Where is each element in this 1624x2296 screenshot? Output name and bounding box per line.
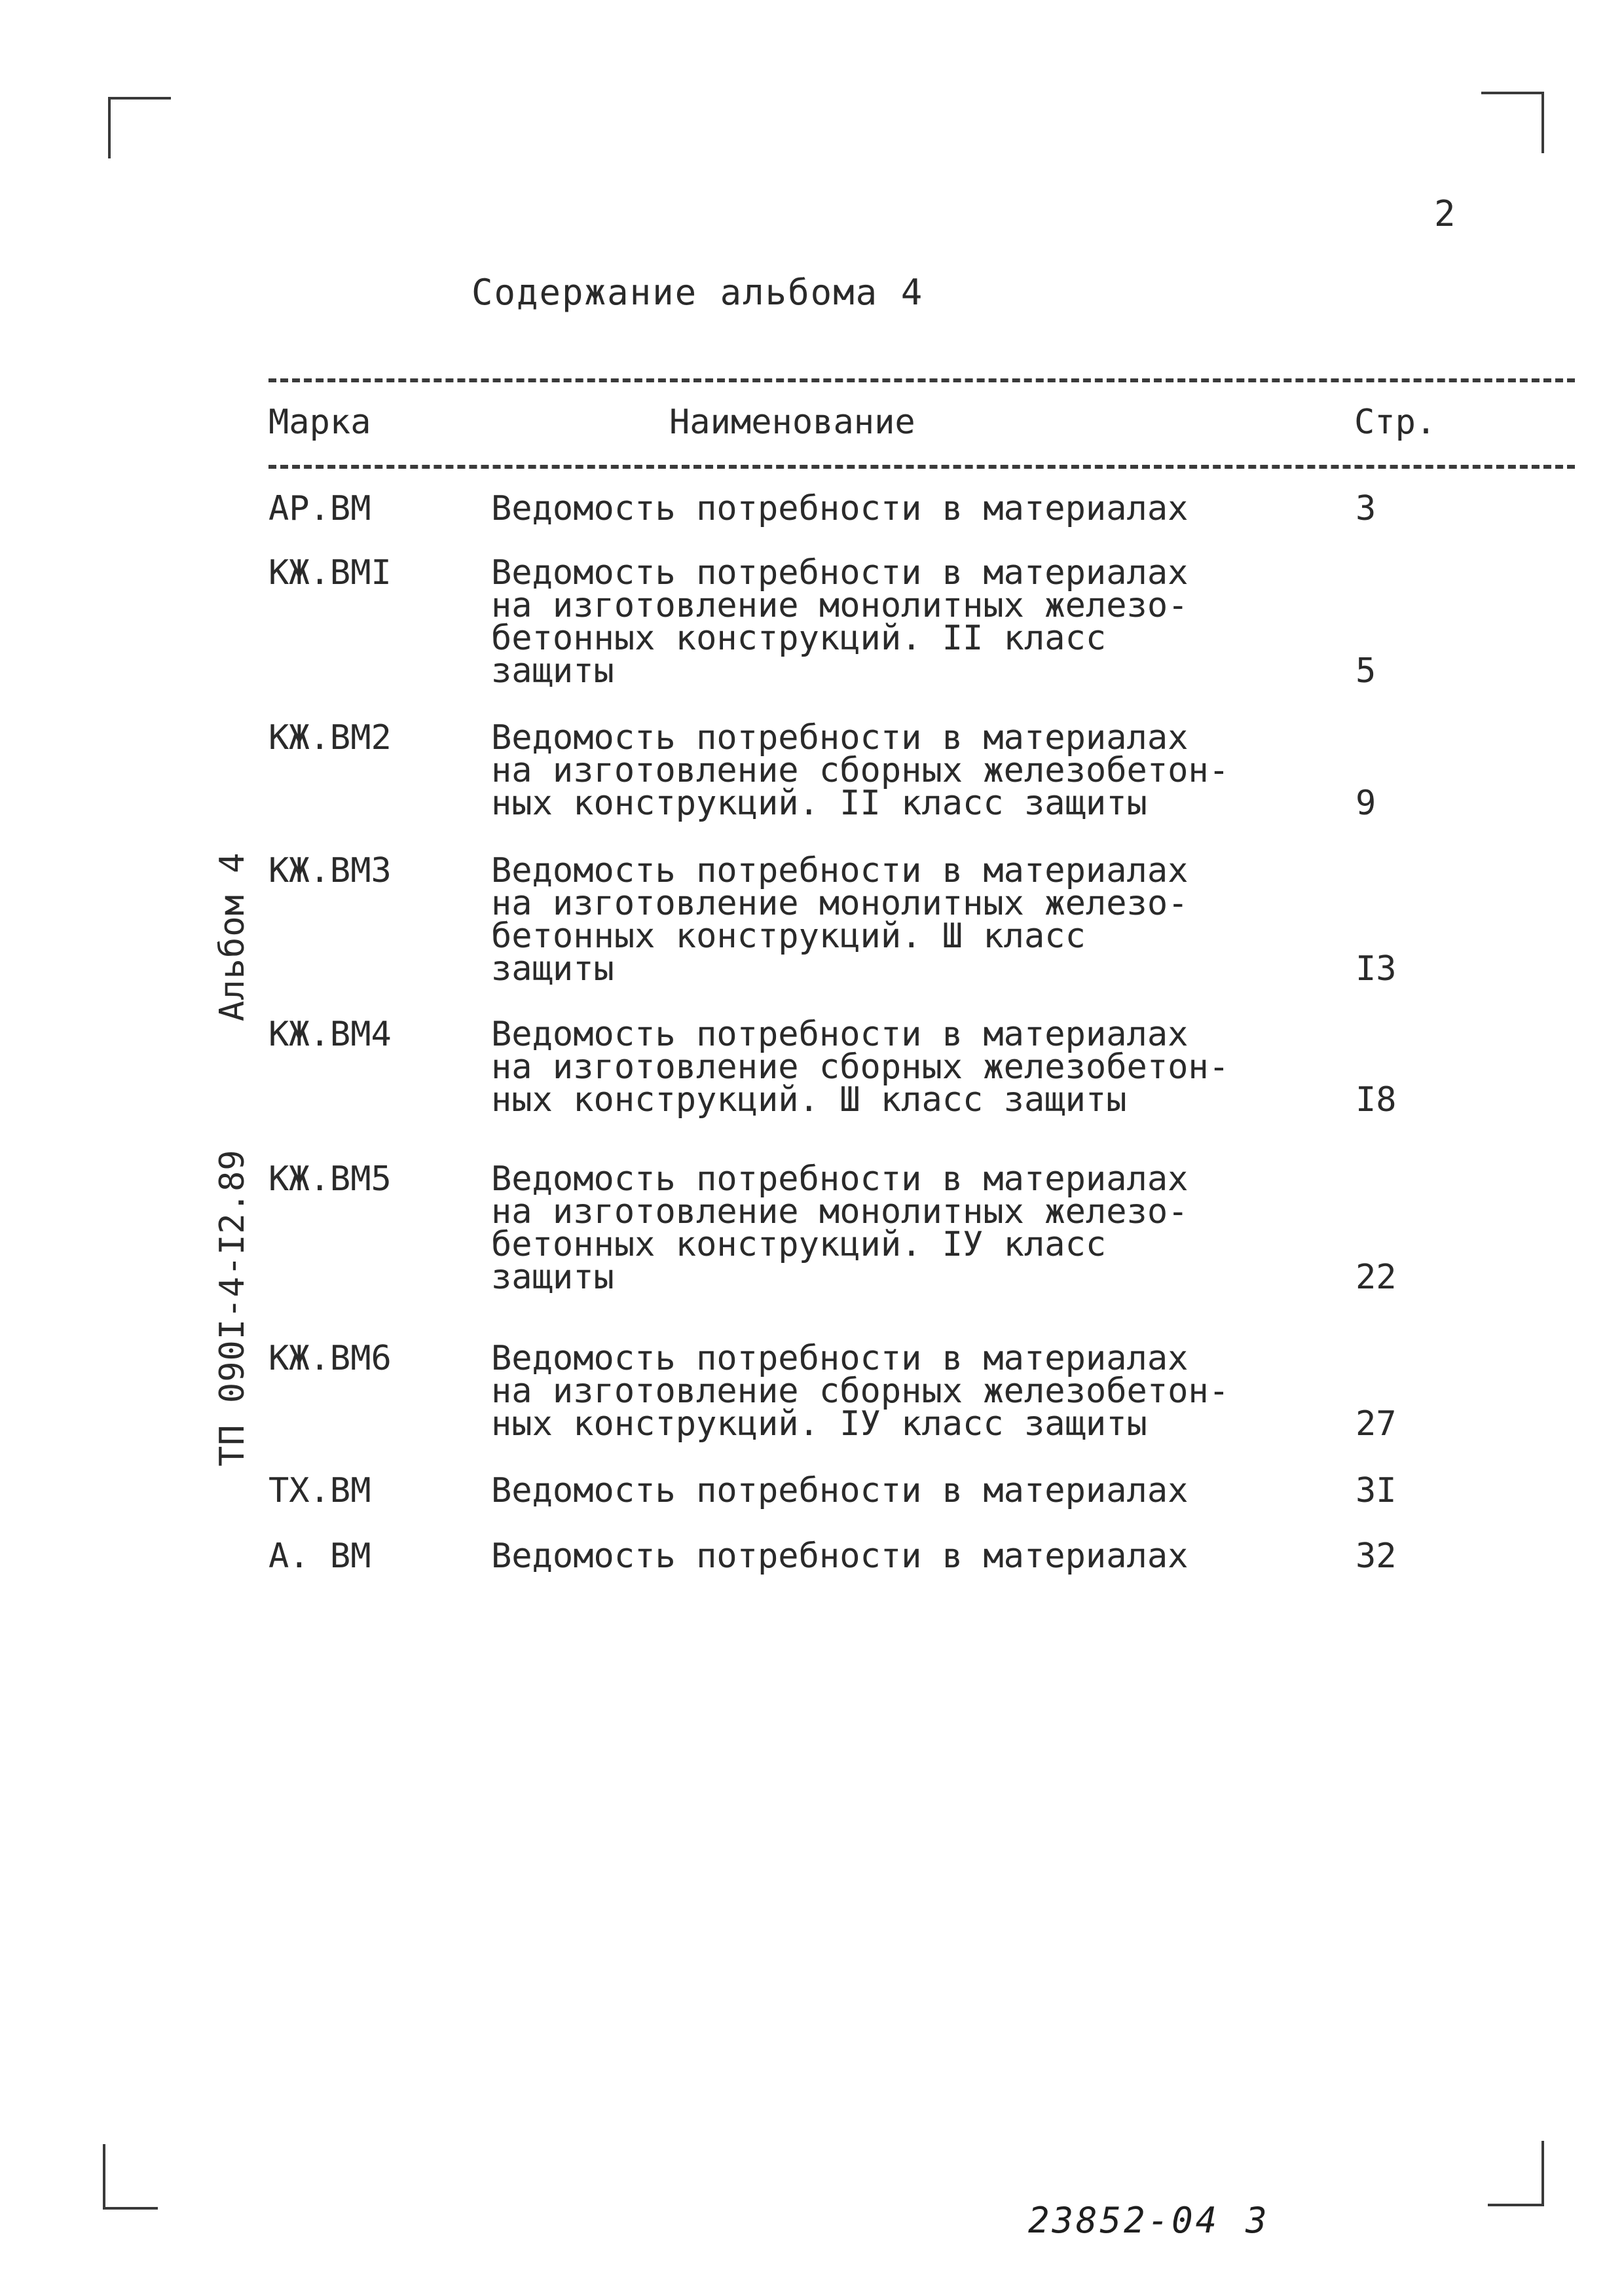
corner-mark-bottom-left: [103, 2144, 158, 2210]
row-page: I3: [1356, 949, 1397, 989]
corner-mark-bottom-right: [1488, 2141, 1544, 2206]
row-code: АР.ВМ: [268, 489, 371, 528]
stamp-number: 23852-04: [1028, 2200, 1220, 2241]
column-header-name: Наименование: [669, 403, 915, 442]
row-name: Ведомость потребности в материалах на изготовление монолитных железо- бетонных конструкций. II класс защиты: [491, 553, 1189, 691]
row-code: А. ВМ: [268, 1537, 371, 1576]
row-page: 3I: [1356, 1471, 1397, 1510]
row-code: КЖ.ВМ6: [268, 1339, 392, 1378]
row-name: Ведомость потребности в материалах на изготовление сборных железобетон- ных конструкций. Ш класс защиты: [491, 1015, 1230, 1120]
row-name: Ведомость потребности в материалах на изготовление монолитных железо- бетонных конструкций. IУ класс защиты: [491, 1159, 1189, 1297]
row-code: КЖ.ВМ2: [268, 718, 392, 757]
row-page: 5: [1356, 651, 1376, 691]
side-document-code: ТП 090I-4-I2.89: [213, 1149, 252, 1467]
side-album-label: Альбом 4: [213, 852, 252, 1021]
row-page: I8: [1356, 1080, 1397, 1120]
row-page: 9: [1356, 784, 1376, 823]
inventory-stamp: [1028, 2200, 1270, 2241]
column-header-marka: Марка: [268, 403, 371, 442]
row-name: Ведомость потребности в материалах: [491, 489, 1189, 528]
page-number: 2: [1434, 193, 1456, 234]
row-page: 32: [1356, 1537, 1397, 1576]
row-name: Ведомость потребности в материалах на изготовление монолитных железо- бетонных конструкций. Ш класс защиты: [491, 851, 1189, 989]
row-name: Ведомость потребности в материалах: [491, 1537, 1189, 1576]
row-code: ТХ.ВМ: [268, 1471, 371, 1510]
stamp-sheet: 3: [1246, 2200, 1270, 2241]
corner-mark-top-right: [1481, 92, 1544, 153]
corner-mark-top-left: [108, 97, 171, 158]
row-code: КЖ.ВМI: [268, 553, 392, 592]
row-name: Ведомость потребности в материалах на изготовление сборных железобетон- ных конструкций. II класс защиты: [491, 718, 1230, 823]
table-top-rule: [268, 378, 1575, 382]
row-page: 22: [1356, 1258, 1397, 1297]
column-header-page: Стр.: [1354, 403, 1437, 442]
row-code: КЖ.ВМ4: [268, 1015, 392, 1054]
row-code: КЖ.ВМ5: [268, 1159, 392, 1199]
row-page: 3: [1356, 489, 1376, 528]
row-page: 27: [1356, 1404, 1397, 1444]
row-name: Ведомость потребности в материалах: [491, 1471, 1189, 1510]
page-title: Содержание альбома 4: [471, 272, 924, 313]
row-code: КЖ.ВМ3: [268, 851, 392, 890]
table-header-rule: [268, 465, 1575, 469]
row-name: Ведомость потребности в материалах на изготовление сборных железобетон- ных конструкций. IУ класс защиты: [491, 1339, 1230, 1444]
